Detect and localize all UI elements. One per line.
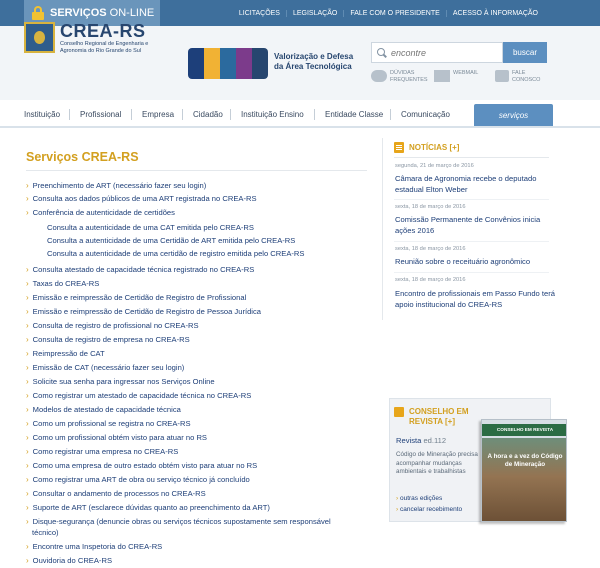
service-link[interactable]: › Disque-segurança (denuncie obras ou serviços técnicos supostamente sem responsável [26,517,331,526]
news-date: sexta, 18 de março de 2016 [395,246,466,252]
service-link[interactable]: › Consulta de registro de profissional no CREA-RS [26,321,199,330]
faq-link[interactable]: DÚVIDAS FREQUENTES [371,70,428,83]
service-link[interactable]: › Encontre uma Inspetoria do CREA-RS [26,542,163,551]
service-link[interactable]: › Taxas do CREA-RS [26,279,100,288]
news-date: sexta, 18 de março de 2016 [395,277,466,283]
contact-icon [495,70,509,82]
webmail-link[interactable]: WEBMAIL [434,70,478,82]
service-link[interactable]: › Emissão e reimpressão de Certidão de Registro de Pessoa Jurídica [26,307,262,316]
magazine-cover-image[interactable] [481,419,567,522]
lock-icon [32,6,44,20]
link-acesso-informacao[interactable]: ACESSO À INFORMAÇÃO [446,10,544,17]
online-label: ON-LINE [109,7,155,19]
search-button[interactable]: buscar [503,42,547,63]
other-editions-link[interactable]: › outras edições [396,495,443,502]
logo-title: CREA-RS [60,21,146,41]
nav-instituicao[interactable]: Instituição [24,109,61,119]
service-link[interactable]: › Como registrar uma ART de obra ou serviço técnico já concluído [26,475,250,484]
news-date: sexta, 18 de março de 2016 [395,204,466,210]
service-link[interactable]: › Consulta de registro de empresa no CREA-RS [26,335,190,344]
nav-entidade-classe[interactable]: Entidade Classe [325,109,384,119]
search-icon [377,48,387,58]
magazine-description: Código de Mineração precisa acompanhar mudanças ambientais e trabalhistas [396,451,478,475]
magazine-edition[interactable]: Revista ed.112 [396,436,447,445]
service-link[interactable]: › Consultar o andamento de processos no CREA-RS [26,489,206,498]
service-link[interactable]: › Modelos de atestado de capacidade técnica [26,405,181,414]
logo-subtitle: Conselho Regional de Engenharia e Agronomia do Rio Grande do Sul [60,41,149,54]
service-link[interactable]: › Como um profissional obtém visto para atuar no RS [26,433,207,442]
service-link[interactable]: › Emissão e reimpressão de Certidão de Registro de Profissional [26,293,247,302]
column-divider [382,138,383,320]
crea-logo[interactable] [24,22,170,54]
contact-link[interactable]: FALE CONOSCO [495,70,540,83]
cancel-subscription-link[interactable]: › cancelar recebimento [396,506,463,513]
crea-seal-icon [24,22,55,53]
title-divider [26,170,367,171]
service-link[interactable]: › Consulta atestado de capacidade técnica registrado no CREA-RS [26,265,255,274]
magazine-icon [394,407,404,417]
service-sublink[interactable]: Consulta a autenticidade de uma CAT emitida pelo CREA-RS [47,223,254,232]
service-link[interactable]: › Preenchimento de ART (necessário fazer seu login) [26,181,207,190]
nav-profissional[interactable]: Profissional [80,109,122,119]
service-link[interactable]: › Como um profissional se registra no CREA-RS [26,419,191,428]
cover-masthead: CONSELHO EM REVISTA [482,424,567,436]
service-link[interactable]: › Como registrar um atestado de capacidade técnica no CREA-RS [26,391,252,400]
news-divider [394,157,549,158]
news-title[interactable]: Encontro de profissionais em Passo Fundo terá apoio institucional do CREA-RS [395,289,555,309]
link-licitacoes[interactable]: LICITAÇÕES [238,9,280,17]
nav-empresa[interactable]: Empresa [142,109,175,119]
service-sublink[interactable]: Consulta a autenticidade de uma Certidão de ART emitida pelo CREA-RS [47,236,296,245]
mail-icon [434,70,450,82]
news-title[interactable]: Comissão Permanente de Convênios inicia ações 2016 [395,215,541,235]
service-link[interactable]: › Como registrar uma empresa no CREA-RS [26,447,179,456]
link-legislacao[interactable]: LEGISLAÇÃO [286,10,343,17]
top-links [233,0,544,26]
news-icon [394,142,404,153]
tagline: Valorização e Defesa da Área Tecnológica [274,52,354,71]
service-link[interactable]: › Emissão de CAT (necessário fazer seu login) [26,363,185,372]
services-label: SERVIÇOS [50,7,107,19]
nav-cidadao[interactable]: Cidadão [193,109,223,119]
service-link[interactable]: › Como uma empresa de outro estado obtém visto para atuar no RS [26,461,258,470]
header-banner-image [188,48,268,79]
service-link[interactable]: › Conferência de autenticidade de certidões [26,208,175,217]
service-link[interactable]: › Ouvidoria do CREA-RS [26,556,113,565]
nav-comunicacao[interactable]: Comunicação [401,109,450,119]
link-fale-presidente[interactable]: FALE COM O PRESIDENTE [343,10,445,17]
service-link[interactable]: › Solicite sua senha para ingressar nos Serviços Online [26,377,215,386]
news-title[interactable]: Câmara de Agronomia recebe o deputado estadual Elton Weber [395,174,537,194]
news-title[interactable]: Reunião sobre o receituário agronômico [395,257,531,266]
service-link[interactable]: › Consulta aos dados públicos de uma ART registrada no CREA-RS [26,194,257,203]
news-date: segunda, 21 de março de 2016 [395,163,474,169]
faq-icon [371,70,387,82]
nav-instituicao-ensino[interactable]: Instituição Ensino [241,109,304,119]
service-link[interactable]: › Suporte de ART (esclarece dúvidas quanto ao preenchimento da ART) [26,503,270,512]
page-title: Serviços CREA-RS [26,150,139,164]
service-link[interactable]: › Reimpressão de CAT [26,349,105,358]
service-link-continuation[interactable]: técnico) [32,528,59,537]
cover-headline: A hora e a vez do Código de Mineração [487,453,563,468]
magazine-heading[interactable]: CONSELHO EM REVISTA [+] [409,407,469,426]
service-sublink[interactable]: Consulta a autenticidade de uma certidão de registro emitida pelo CREA-RS [47,249,305,258]
search-input[interactable] [391,48,491,58]
search-field[interactable] [371,42,503,63]
news-heading[interactable]: NOTÍCIAS [+] [394,142,459,153]
nav-servicos-active-tab[interactable]: serviços [474,104,553,126]
